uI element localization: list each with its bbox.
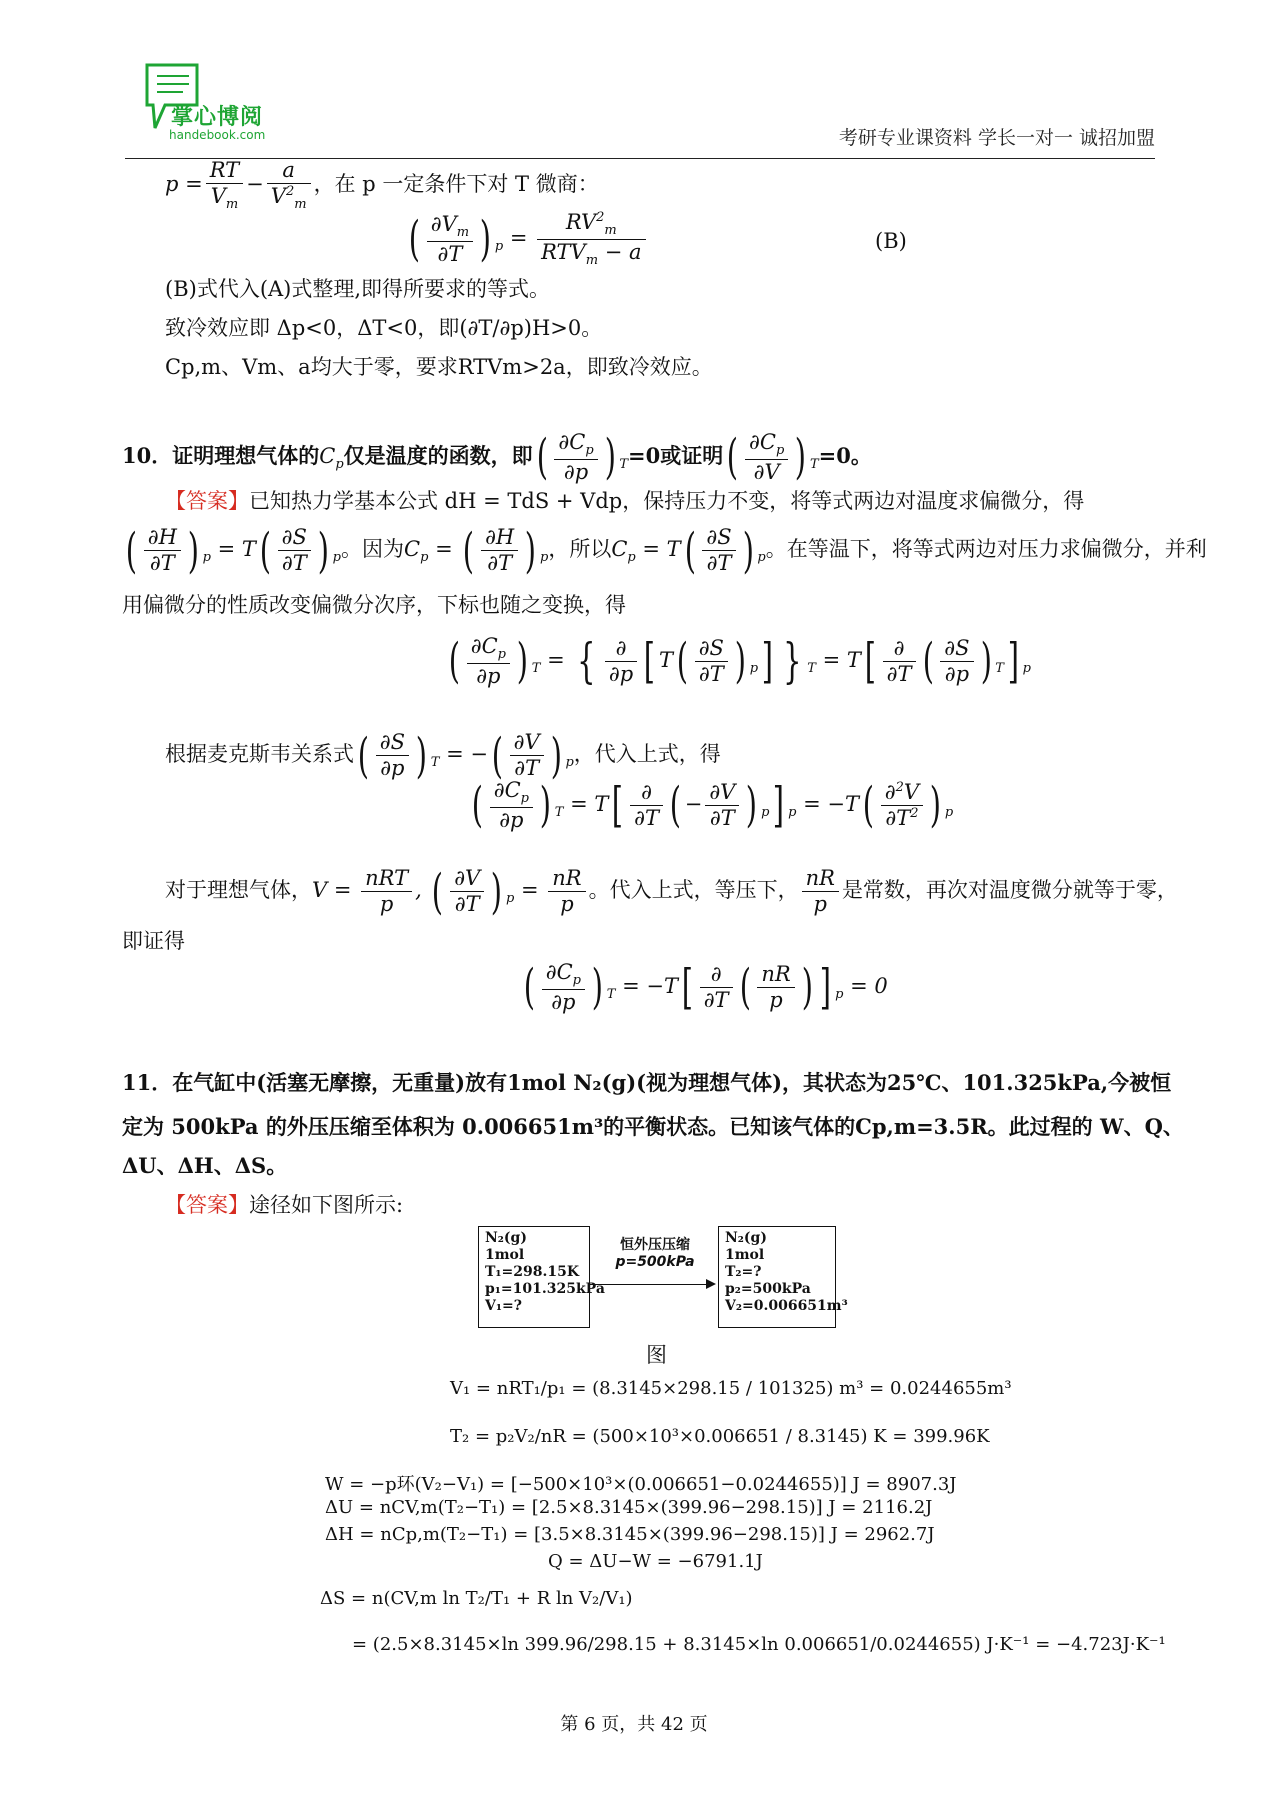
eq-10-1: ( $\frac{\partial C_p}{\partial p}$ ) $_T$ = { $\frac{\partial}{\partial p}$ [ T( $\frac{\partial S}{\partial T}$ ) $_p$] } $_T$ = T[ $\frac{\partial}{\partial T}$ ( $\frac{\partial S}{\partial p}$ ) $_T$] $_p$: [448, 633, 1031, 690]
figure-caption: 图: [646, 1343, 667, 1367]
header-slogan: 考研专业课资料 学长一对一 诚招加盟: [838, 127, 1155, 149]
calc-w: W = −p环(V₂−V₁) = [−500×10³×(0.006651−0.0244655)] J = 8907.3J: [325, 1474, 957, 1495]
process-arrow: [590, 1284, 708, 1285]
calc-ds-1: ΔS = n(CV,m ln T₂/T₁ + R ln V₂/V₁): [320, 1588, 633, 1609]
prev-line-2: (B)式代入(A)式整理,即得所要求的等式。: [165, 277, 551, 301]
q11-answer-line: 【答案】途径如下图所示:: [165, 1193, 404, 1217]
q10-title: 10．证明理想气体的$C_p$仅是温度的函数，即( $\frac{\partial C_p}{\partial p}$ ) $_T$=0或证明( $\frac{\partial C_p}{\partial V}$ ) $_T$=0。: [122, 429, 872, 486]
answer-tag: 【答案】: [165, 489, 249, 513]
answer-tag: 【答案】: [165, 1193, 249, 1217]
page-number: 第 6 页，共 42 页: [560, 1714, 708, 1735]
eq-B-label: (B): [875, 229, 907, 253]
arrow-label-1: 恒外压压缩: [620, 1237, 690, 1253]
q10-answer-line1: 【答案】已知热力学基本公式 dH = TdS + Vdp，保持压力不变，将等式两边对温度求偏微分，得: [165, 489, 1085, 513]
arrow-label-2: p=500kPa: [615, 1254, 695, 1270]
q10-answer-line4: 根据麦克斯韦关系式( $\frac{\partial S}{\partial p}$ ) $_T$ = −( $\frac{\partial V}{\partial T}$ ) $_p$，代入上式，得: [165, 727, 721, 784]
logo-brand: 掌心博阅: [171, 105, 264, 130]
arrow-head-icon: [706, 1279, 716, 1289]
q11-line3: ΔU、ΔH、ΔS。: [122, 1153, 288, 1178]
prev-line-4: Cp,m、Vm、a均大于零，要求RTVm>2a，即致冷效应。: [165, 355, 713, 379]
q11-line2: 定为 500kPa 的外压压缩至体积为 0.006651m³的平衡状态。已知该气体的Cp,m=3.5R。此过程的 W、Q、: [122, 1114, 1184, 1139]
calc-ds-2: = (2.5×8.3145×ln 399.96/298.15 + 8.3145×ln 0.006651/0.0244655) J·K⁻¹ = −4.723J·K⁻¹: [352, 1634, 1166, 1655]
state2-box: N₂(g) 1mol T₂=? p₂=500kPa V₂=0.006651m³: [718, 1226, 836, 1328]
q10-answer-line6: 即证得: [122, 929, 185, 953]
calc-dh: ΔH = nCp,m(T₂−T₁) = [3.5×8.3145×(399.96−298.15)] J = 2962.7J: [325, 1524, 935, 1545]
q10-answer-line3: 用偏微分的性质改变偏微分次序，下标也随之变换，得: [122, 593, 626, 617]
calc-q: Q = ΔU−W = −6791.1J: [548, 1551, 763, 1572]
logo-site: handebook.com: [169, 128, 266, 142]
eq-10-2: ( $\frac{\partial C_p}{\partial p}$ ) $_T$ = T[ $\frac{\partial}{\partial T}$ ( − $\frac{\partial V}{\partial T}$ ) $_p$] $_p$ = −T( $\frac{\partial^2V}{\partial T^2}$ ) $_p$: [471, 777, 954, 834]
q10-answer-line2: ( $\frac{\partial H}{\partial T}$ ) $_p$ = T( $\frac{\partial S}{\partial T}$ ) $_p$。因为$C_p$ = ( $\frac{\partial H}{\partial T}$ ) $_p$，所以$C_p = T$( $\frac{\partial S}{\partial T}$ ) $_p$。在等温下，将等式两边对压力求偏微分，并利: [125, 522, 1207, 579]
eq-B: ( $\frac{\partial V_m}{\partial T}$ ) $_p$ = $\frac{RV^2_m}{RTV_m - a}$: [405, 210, 649, 269]
prev-line-3: 致冷效应即 Δp<0，ΔT<0，即(∂T/∂p)H>0。: [165, 316, 603, 340]
calc-v1: V₁ = nRT₁/p₁ = (8.3145×298.15 / 101325) m³ = 0.0244655m³: [450, 1378, 1012, 1399]
process-diagram: [478, 1226, 848, 1336]
q11-line1: 11．在气缸中(活塞无摩擦，无重量)放有1mol N₂(g)(视为理想气体)，其状态为25℃、101.325kPa,今被恒: [122, 1070, 1172, 1095]
page-header: [125, 50, 1155, 159]
eq-p-vdw: p = $\frac{RT}{V_m}$ − $\frac{a}{V^2_m}$ ，在 p 一定条件下对 T 微商：: [165, 158, 599, 213]
state1-box: N₂(g) 1mol T₁=298.15K p₁=101.325kPa V₁=?: [478, 1226, 590, 1328]
calc-t2: T₂ = p₂V₂/nR = (500×10³×0.006651 / 8.3145) K = 399.96K: [450, 1426, 990, 1447]
q10-answer-line5: 对于理想气体，V = $\frac{\text{nRT}}{p}$ , ( $\frac{\partial V}{\partial T}$ ) $_p$ = $\frac{nR}{p}$ 。代入上式，等压下， $\frac{nR}{p}$ 是常数，再次对温度微分就等于零，: [165, 863, 1178, 920]
eq-10-3: ( $\frac{\partial C_p}{\partial p}$ ) $_T$ = −T[ $\frac{\partial}{\partial T}$ ( $\frac{nR}{p}$ ) ] $_p$ = 0: [523, 959, 888, 1016]
calc-du: ΔU = nCV,m(T₂−T₁) = [2.5×8.3145×(399.96−298.15)] J = 2116.2J: [325, 1497, 933, 1518]
eq-p-note: ，在 p 一定条件下对 T 微商：: [313, 171, 599, 196]
